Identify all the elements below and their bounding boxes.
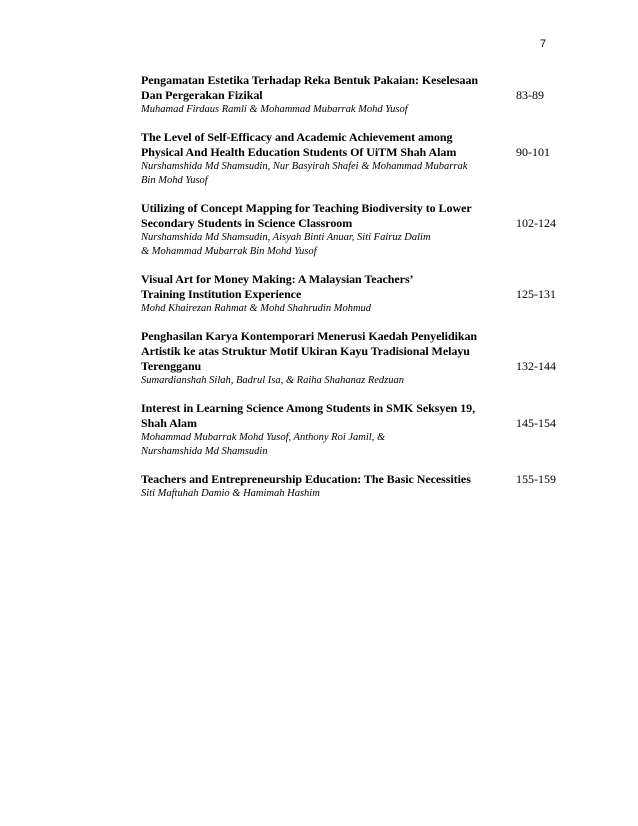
- entry-page-range: 102-124: [516, 216, 556, 230]
- entry-authors: Sumardianshah Silah, Badrul Isa, & Raiha Shahanaz Redzuan: [141, 375, 404, 386]
- entry-page-range: 90-101: [516, 145, 550, 159]
- table-of-contents: [141, 73, 561, 514]
- entry-authors: Muhamad Firdaus Ramli & Mohammad Mubarrak Mohd Yusof: [141, 104, 408, 115]
- toc-entry: [141, 73, 561, 117]
- toc-entry: [141, 201, 561, 259]
- toc-entry: [141, 472, 561, 501]
- entry-authors: Mohammad Mubarrak Mohd Yusof, Anthony Roi Jamil, & Nurshamshida Md Shamsudin: [141, 432, 386, 457]
- toc-entry: [141, 130, 561, 188]
- entry-title: Penghasilan Karya Kontemporari Menerusi Kaedah Penyelidikan Artistik ke atas Struktur Motif Ukiran Kayu Tradisional Melayu Terengganu: [141, 329, 478, 373]
- toc-entry: [141, 272, 561, 316]
- entry-page-range: 83-89: [516, 88, 544, 102]
- toc-entry: [141, 401, 561, 459]
- entry-title: Utilizing of Concept Mapping for Teaching Biodiversity to Lower Secondary Students in Science Classroom: [141, 201, 472, 230]
- entry-page-range: 155-159: [516, 472, 556, 486]
- entry-title: The Level of Self-Efficacy and Academic Achievement among Physical And Health Education Students Of UiTM Shah Alam: [141, 130, 457, 159]
- toc-entry: [141, 329, 561, 388]
- entry-page-range: 145-154: [516, 416, 556, 430]
- page-number: 7: [540, 38, 547, 50]
- entry-page-range: 132-144: [516, 359, 556, 373]
- entry-page-range: 125-131: [516, 287, 556, 301]
- entry-title: Pengamatan Estetika Terhadap Reka Bentuk Pakaian: Keselesaan Dan Pergerakan Fizikal: [141, 73, 479, 102]
- entry-title: Interest in Learning Science Among Students in SMK Seksyen 19, Shah Alam: [141, 401, 476, 430]
- entry-authors: Nurshamshida Md Shamsudin, Aisyah Binti Anuar, Siti Fairuz Dalim & Mohammad Mubarrak Bin Mohd Yusof: [141, 232, 431, 257]
- entry-title: Visual Art for Money Making: A Malaysian Teachers’ Training Institution Experience: [141, 272, 414, 301]
- entry-authors: Siti Maftuhah Damio & Hamimah Hashim: [141, 488, 320, 499]
- entry-authors: Mohd Khairezan Rahmat & Mohd Shahrudin Mohmud: [141, 303, 372, 314]
- entry-title: Teachers and Entrepreneurship Education: The Basic Necessities: [141, 472, 471, 486]
- entry-authors: Nurshamshida Md Shamsudin, Nur Basyirah Shafei & Mohammad Mubarrak Bin Mohd Yusof: [141, 161, 468, 186]
